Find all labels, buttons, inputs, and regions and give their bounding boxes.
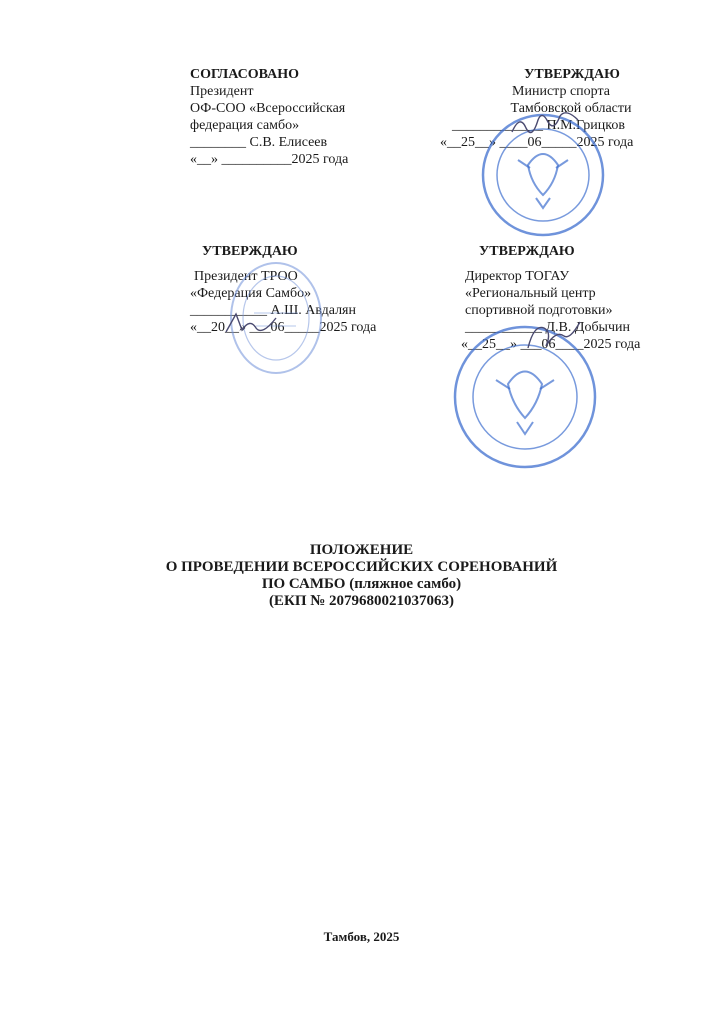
approval-block-federation — [190, 66, 348, 168]
date-line: «__25__» ____06_____2025 года — [440, 135, 634, 150]
title-line-2: О ПРОВЕДЕНИИ ВСЕРОССИЙСКИХ СОРЕНОВАНИЙ — [165, 559, 558, 575]
block-heading: УТВЕРЖДАЮ — [524, 67, 620, 82]
block-heading: УТВЕРЖДАЮ — [202, 244, 298, 259]
signer-region: Тамбовской области — [510, 101, 632, 116]
title-line-4: (ЕКП № 2079680021037063) — [268, 593, 455, 609]
block-heading: УТВЕРЖДАЮ — [479, 244, 575, 259]
signature-dobychin — [524, 320, 584, 354]
signer-organization: «Региональный центр — [465, 286, 596, 301]
city-year: Тамбов, 2025 — [323, 929, 400, 944]
signature-line: ________ С.В. Елисеев — [190, 135, 328, 150]
document-title — [0, 542, 723, 610]
signer-position: Президент ТРОО — [194, 269, 298, 284]
block-heading: СОГЛАСОВАНО — [190, 67, 299, 82]
date-line: «__» __________2025 года — [190, 152, 349, 167]
signer-position: Президент — [190, 84, 254, 99]
signer-position: Министр спорта — [512, 84, 610, 99]
signature-line: ___________ Д.В. Добычин — [465, 320, 630, 335]
signature-line: _____________ П.М.Грицков — [452, 118, 625, 133]
signer-position: Директор ТОГАУ — [465, 269, 570, 284]
title-line-1: ПОЛОЖЕНИЕ — [309, 542, 414, 558]
signer-organization-cont: спортивной подготовки» — [465, 303, 613, 318]
date-line: «__25__» ___06____2025 года — [461, 337, 641, 352]
signer-organization: «Федерация Самбо» — [190, 286, 312, 301]
signature-avdalyan — [222, 308, 282, 336]
signer-organization: ОФ-СОО «Всероссийская — [190, 101, 346, 116]
signature-line: ___________ А.Ш. Авдалян — [190, 303, 356, 318]
signature-gritskov — [510, 112, 580, 140]
title-line-3: ПО САМБО (пляжное самбо) — [261, 576, 462, 592]
date-line: «__20__» ___06_____2025 года — [190, 320, 377, 335]
signer-organization-cont: федерация самбо» — [190, 118, 300, 133]
